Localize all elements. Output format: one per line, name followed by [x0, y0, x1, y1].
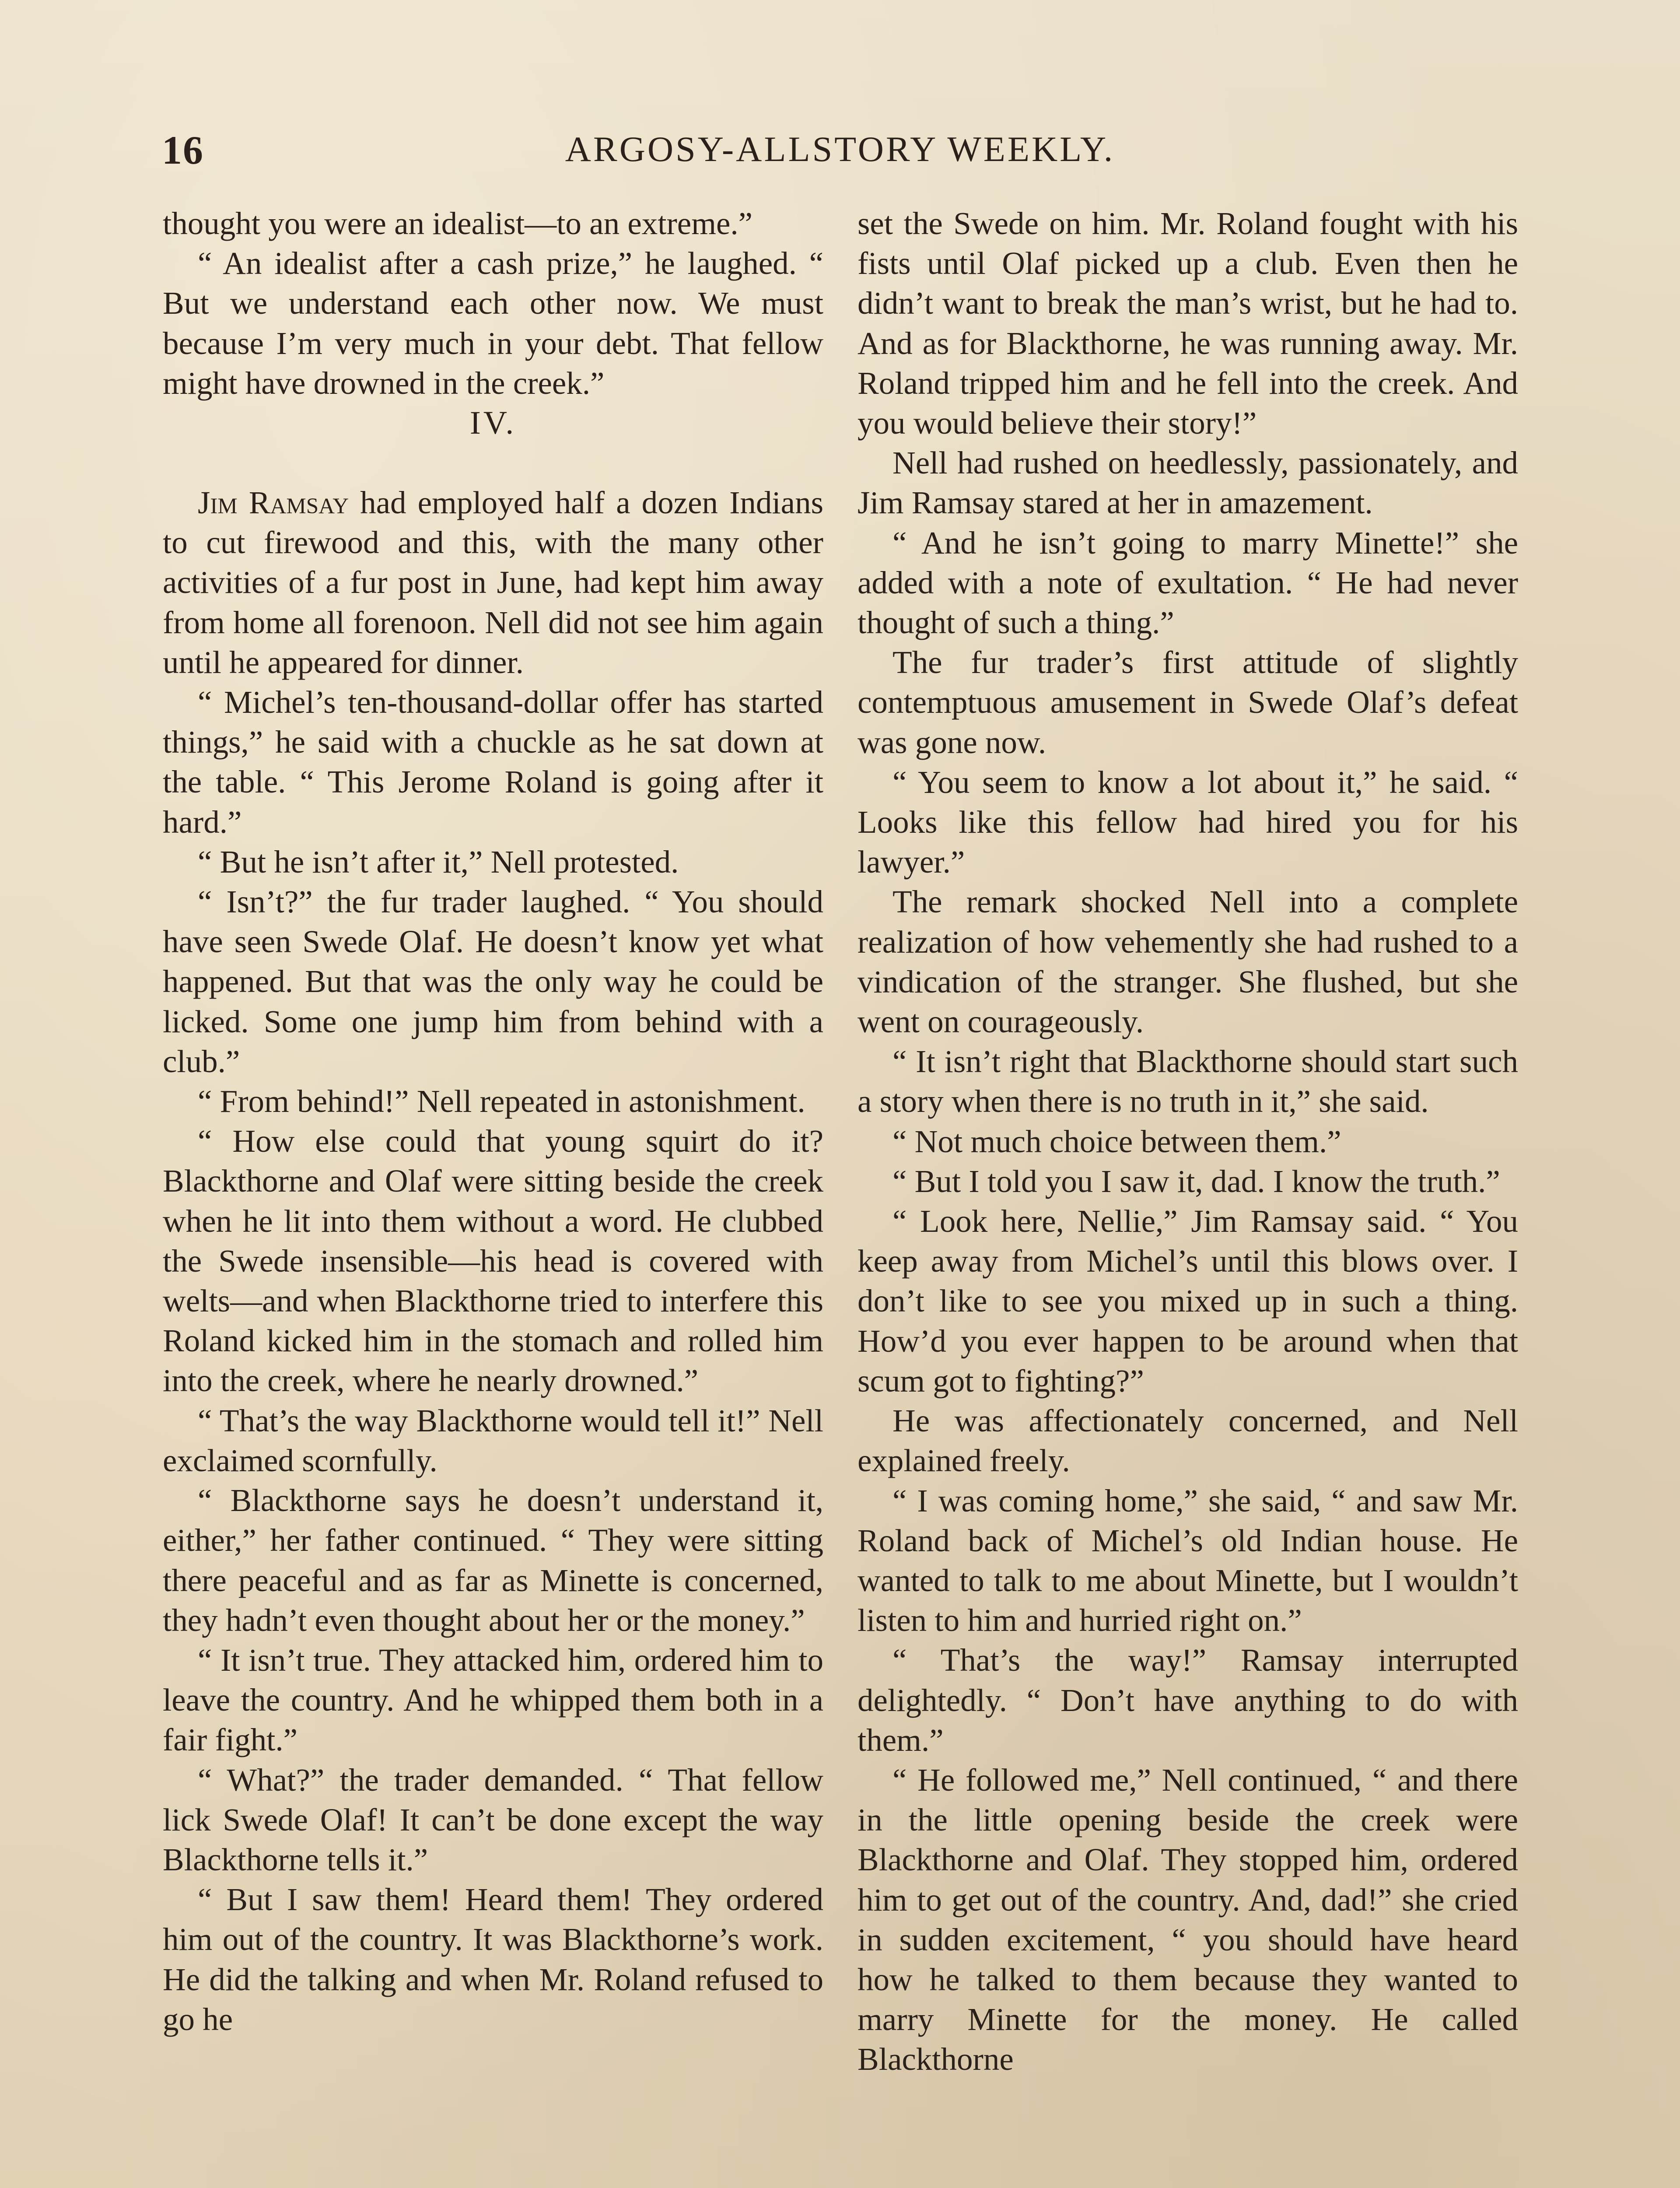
paragraph: “ But I told you I saw it, dad. I know the truth.” [892, 1163, 1500, 1199]
paragraph: The fur trader’s first attitude of slightly contemptuous amusement in Swede Olaf’s defeat was gone now. [858, 645, 1518, 760]
paragraph: “ It isn’t right that Blackthorne should start such a story when there is no truth in it,” she said. [858, 1044, 1518, 1119]
paragraph: “ Blackthorne says he doesn’t understand it, either,” her father continued. “ They were sitting there peaceful and as far as Minette is concerned, they hadn’t even thought about her or the money.” [163, 1483, 823, 1638]
page-number: 16 [162, 128, 204, 172]
left-column [163, 203, 823, 2039]
paragraph [163, 483, 823, 682]
paragraph: “ Not much choice between them.” [892, 1123, 1341, 1159]
paragraph: “ From behind!” Nell repeated in astonishment. [198, 1083, 805, 1119]
paragraph: “ Isn’t?” the fur trader laughed. “ You should have seen Swede Olaf. He doesn’t know yet what happened. But that was the only way he could be licked. Some one jump him from behind with a club.” [163, 884, 823, 1079]
character-name: Jim Ramsay [198, 485, 349, 521]
paragraph: “ And he isn’t going to marry Minette!” she added with a note of exultation. “ He had never thought of such a thing.” [858, 525, 1518, 641]
paragraph: “ But he isn’t after it,” Nell protested. [198, 844, 679, 880]
paragraph: The remark shocked Nell into a complete realization of how vehemently she had rushed to a vindication of the stranger. She flushed, but she went on courageously. [858, 884, 1518, 1040]
paragraph: Nell had rushed on heedlessly, passionately, and Jim Ramsay stared at her in amazement. [858, 445, 1518, 521]
paragraph: “ Look here, Nellie,” Jim Ramsay said. “ You keep away from Michel’s until this blows over. I don’t like to see you mixed up in such a thing. How’d you ever happen to be around when that scum got to fighting?” [858, 1203, 1518, 1399]
paragraph: “ But I saw them! Heard them! They ordered him out of the country. It was Blackthorne’s work. He did the talking and when Mr. Roland refused to go he [163, 1882, 823, 2037]
right-column [858, 203, 1518, 2079]
section-heading: IV. [469, 405, 517, 442]
paragraph: “ That’s the way!” Ramsay interrupted delightedly. “ Don’t have anything to do with them.” [858, 1642, 1518, 1758]
paragraph-text: had employed half a dozen Indians to cut firewood and this, with the many other activities of a fur post in June, had kept him away from home all forenoon. Nell did not see him again until he appeared for dinner. [163, 485, 823, 680]
paragraph: “ An idealist after a cash prize,” he laughed. “ But we understand each other now. We must because I’m very much in your debt. That fellow might have drowned in the creek.” [163, 245, 823, 401]
paragraph: “ Michel’s ten-thousand-dollar offer has started things,” he said with a chuckle as he sat down at the table. “ This Jerome Roland is going after it hard.” [163, 684, 823, 840]
paragraph: “ You seem to know a lot about it,” he said. “ Looks like this fellow had hired you for his lawyer.” [858, 764, 1518, 880]
paragraph: He was affectionately concerned, and Nell explained freely. [858, 1403, 1518, 1479]
paragraph: “ What?” the trader demanded. “ That fellow lick Swede Olaf! It can’t be done except the way Blackthorne tells it.” [163, 1762, 823, 1877]
paragraph: “ I was coming home,” she said, “ and saw Mr. Roland back of Michel’s old Indian house. He wanted to talk to me about Minette, but I wouldn’t listen to him and hurried right on.” [858, 1483, 1518, 1638]
paragraph: “ That’s the way Blackthorne would tell it!” Nell exclaimed scornfully. [163, 1403, 823, 1478]
page-header [162, 127, 1518, 179]
paragraph: “ He followed me,” Nell continued, “ and there in the little opening beside the creek were Blackthorne and Olaf. They stopped him, ordered him to get out of the country. And, dad!” she cried in sudden excitement, “ you should have heard how he talked to them because they wanted to marry Minette for the money. He called Blackthorne [858, 1762, 1518, 2077]
paragraph: set the Swede on him. Mr. Roland fought with his fists until Olaf picked up a club. Even then he didn’t want to break the man’s wrist, but he had to. And as for Blackthorne, he was running away. Mr. Roland tripped him and he fell into the creek. And you would believe their story!” [858, 206, 1518, 441]
running-head: ARGOSY-ALLSTORY WEEKLY. [565, 129, 1115, 169]
paragraph: “ How else could that young squirt do it? Blackthorne and Olaf were sitting beside the creek when he lit into them without a word. He clubbed the Swede insensible—his head is covered with welts—and when Blackthorne tried to interfere this Roland kicked him in the stomach and rolled him into the creek, where he nearly drowned.” [163, 1123, 823, 1399]
paragraph: thought you were an idealist—to an extreme.” [163, 206, 753, 241]
paragraph: “ It isn’t true. They attacked him, ordered him to leave the country. And he whipped them both in a fair fight.” [163, 1642, 823, 1758]
